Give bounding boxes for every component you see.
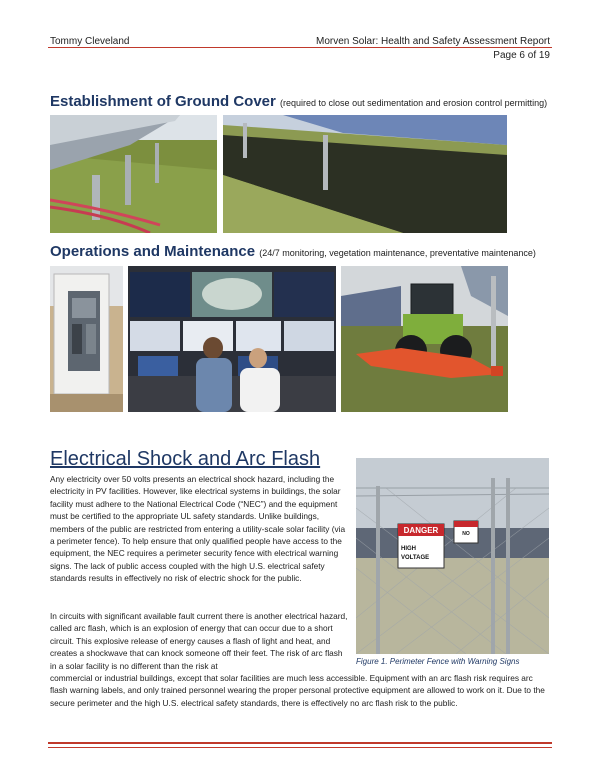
- operations-title: Operations and Maintenance: [50, 243, 256, 260]
- figure-caption: Figure 1. Perimeter Fence with Warning Signs: [356, 657, 520, 666]
- footer-rule-thick: [48, 742, 552, 744]
- page-number: Page 6 of 19: [493, 50, 550, 61]
- electrical-heading: Electrical Shock and Arc Flash: [50, 448, 321, 470]
- operations-note: (24/7 monitoring, vegetation maintenance, preventative maintenance): [259, 248, 536, 258]
- photo-inverter-cabinet: [50, 266, 123, 412]
- photo-control-room: [128, 266, 336, 412]
- electrical-paragraph-2b: commercial or industrial buildings, except that solar facilities are much less accessible. Equipment with an arc flash risk requires arc flash warning labels, and only trained personnel wearing the proper personal protective equipment are allowed to work on it. Due to the secure perimeter and the high U.S. electrical safety standards, there is effectively no arc flash risk to the public.: [50, 673, 545, 708]
- header-report-title: Morven Solar: Health and Safety Assessment Report: [315, 36, 550, 47]
- svg-text:NO: NO: [462, 531, 470, 537]
- header-rule: [48, 47, 552, 48]
- ground-cover-title: Establishment of Ground Cover: [50, 93, 276, 110]
- electrical-paragraph-2a: In circuits with significant available fault current there is another electrical hazard, called arc flash, which is an explosion of energy that can occur due to a short circuit. This explosive release of energy causes a flash of light and heat, and creates a shockwave that can knock someone off their feet. The risk of arc flash in a solar facility is no different than the risk at: [50, 611, 348, 671]
- svg-text:HIGH: HIGH: [401, 546, 416, 552]
- ground-cover-note: (required to close out sedimentation and erosion control permitting): [280, 98, 548, 108]
- photo-perimeter-fence: [356, 458, 549, 654]
- photo-solar-rows-grass: [50, 115, 217, 233]
- electrical-paragraph-1: Any electricity over 50 volts presents an electrical shock hazard, including the electricity in PV facilities. However, like electrical systems in buildings, the solar facility must adhere to the National Electrical Code (“NEC”) and the equipment must be certified to the appropriate UL safety standards. Unlike buildings, members of the public are restricted from entering a utility-scale solar facility (via a perimeter fence). To help ensure that only qualified people have access to the equipment, the NEC requires a perimeter security fence with electrical warning signs. The lack of public access coupled with the high U.S. electrical safety standards results in effectively no risk of electric shock for the public.: [50, 474, 346, 584]
- svg-text:VOLTAGE: VOLTAGE: [401, 555, 430, 561]
- footer-rule-thin: [48, 747, 552, 748]
- ground-cover-heading: [50, 93, 547, 110]
- photo-solar-array-shadow: [223, 115, 507, 233]
- photo-tractor-mower: [341, 266, 508, 412]
- header-author: Tommy Cleveland: [50, 36, 130, 47]
- sign-danger-text: DANGER: [403, 526, 439, 535]
- operations-heading: [50, 243, 536, 260]
